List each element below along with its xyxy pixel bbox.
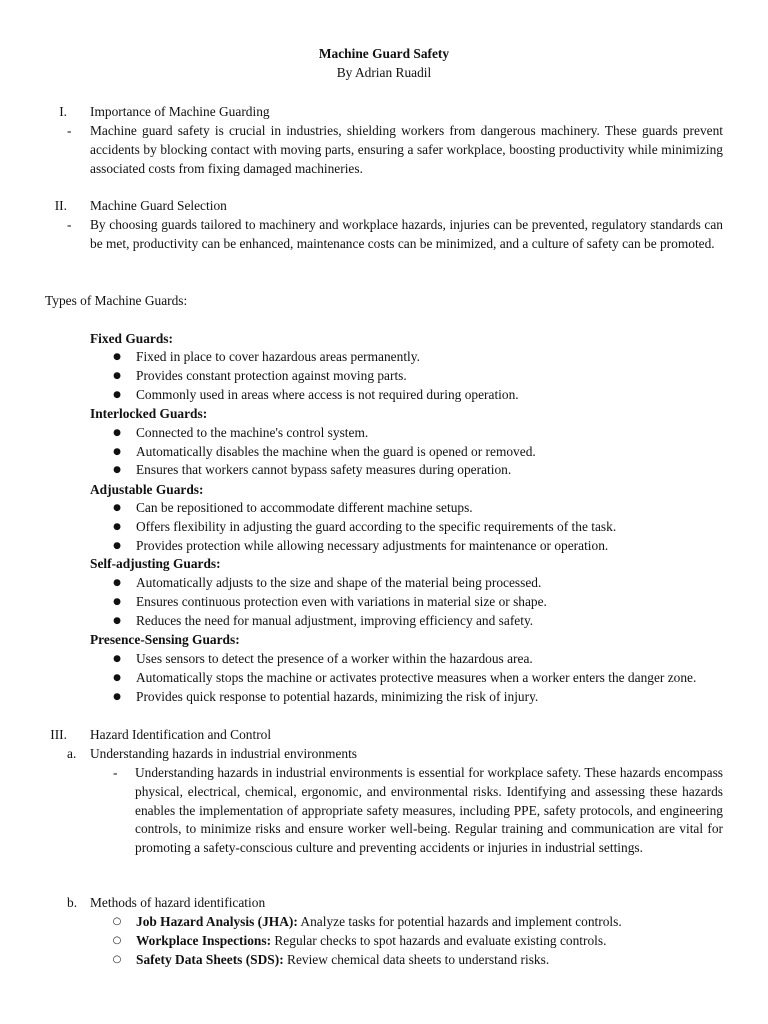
- bullet-icon: ●: [113, 371, 121, 381]
- list-item: [110, 499, 730, 518]
- list-item: [110, 612, 730, 631]
- list-item-text: Connected to the machine's control system.: [136, 425, 369, 440]
- circle-bullet-icon: ○: [112, 916, 122, 927]
- bullet-icon: ●: [113, 352, 121, 362]
- types-heading: Types of Machine Guards:: [45, 293, 188, 308]
- list-item: [110, 932, 730, 951]
- bullet-icon: ●: [113, 654, 121, 664]
- section-2-numeral: II.: [54, 198, 67, 213]
- list-item: [110, 688, 730, 707]
- list-item-text: Automatically disables the machine when the guard is opened or removed.: [136, 444, 536, 459]
- bullet-icon: ●: [113, 447, 121, 457]
- list-item-text: [136, 913, 622, 932]
- list-item: [110, 386, 730, 405]
- list-item-text: Can be repositioned to accommodate different machine setups.: [136, 500, 473, 515]
- list-item-text: Fixed in place to cover hazardous areas permanently.: [136, 349, 420, 364]
- section-2-heading: Machine Guard Selection: [90, 198, 227, 213]
- list-item-text: [136, 932, 606, 951]
- bullet-icon: ●: [113, 597, 121, 607]
- guard-group-title: Interlocked Guards:: [90, 406, 208, 421]
- list-item: [110, 348, 730, 367]
- document-title: Machine Guard Safety: [318, 46, 450, 61]
- section-3-heading: Hazard Identification and Control: [90, 727, 272, 742]
- guard-group-title: Self-adjusting Guards:: [90, 556, 221, 571]
- section-3a-heading: Understanding hazards in industrial environments: [90, 746, 358, 761]
- list-item: [110, 913, 730, 932]
- list-item-text: Provides constant protection against moving parts.: [136, 368, 407, 383]
- list-item: [110, 593, 730, 612]
- section-1-heading: Importance of Machine Guarding: [90, 104, 270, 119]
- list-item-text: Automatically adjusts to the size and shape of the material being processed.: [136, 575, 542, 590]
- list-item-text: Provides protection while allowing necessary adjustments for maintenance or operation.: [136, 538, 609, 553]
- section-2-dash: -: [67, 217, 72, 232]
- method-term: Job Hazard Analysis (JHA):: [136, 914, 298, 929]
- bullet-icon: ●: [113, 465, 121, 475]
- section-3-numeral: III.: [50, 727, 67, 742]
- method-term: Safety Data Sheets (SDS):: [136, 952, 284, 967]
- list-item-text: Reduces the need for manual adjustment, improving efficiency and safety.: [136, 613, 534, 628]
- bullet-icon: ●: [113, 522, 121, 532]
- section-3b-letter: b.: [67, 895, 78, 910]
- bullet-icon: ●: [113, 390, 121, 400]
- list-item: [110, 518, 730, 537]
- guard-group-title: Adjustable Guards:: [90, 482, 204, 497]
- section-3a-dash: -: [113, 765, 118, 780]
- list-item: [110, 650, 730, 669]
- list-item-text: Ensures that workers cannot bypass safety measures during operation.: [136, 462, 512, 477]
- method-description: Regular checks to spot hazards and evaluate existing controls.: [271, 933, 607, 948]
- list-item-text: Uses sensors to detect the presence of a worker within the hazardous area.: [136, 651, 533, 666]
- list-item: [110, 951, 730, 970]
- bullet-icon: ●: [113, 673, 121, 683]
- list-item: [110, 424, 730, 443]
- section-3a-letter: a.: [67, 746, 77, 761]
- bullet-icon: ●: [113, 428, 121, 438]
- guard-group-title: Presence-Sensing Guards:: [90, 632, 240, 647]
- bullet-icon: ●: [113, 578, 121, 588]
- list-item-text: Ensures continuous protection even with variations in material size or shape.: [136, 594, 547, 609]
- method-term: Workplace Inspections:: [136, 933, 272, 948]
- list-item-text: Commonly used in areas where access is not required during operation.: [136, 387, 519, 402]
- list-item: [110, 461, 730, 480]
- list-item: [110, 537, 730, 556]
- method-description: Review chemical data sheets to understand risks.: [283, 952, 550, 967]
- list-item: [110, 669, 730, 688]
- circle-bullet-icon: ○: [112, 954, 122, 965]
- method-description: Analyze tasks for potential hazards and implement controls.: [297, 914, 622, 929]
- bullet-icon: ●: [113, 503, 121, 513]
- list-item: [110, 574, 730, 593]
- section-3b-heading: Methods of hazard identification: [90, 895, 266, 910]
- section-2-paragraph: By choosing guards tailored to machinery and workplace hazards, injuries can be prevented, regulatory standards can be met, productivity can be enhanced, maintenance costs can be minimized, and a culture of safety can be promoted.: [90, 217, 723, 251]
- guard-group-title: Fixed Guards:: [90, 331, 173, 346]
- bullet-icon: ●: [113, 541, 121, 551]
- list-item-text: [136, 951, 549, 970]
- section-1-paragraph: Machine guard safety is crucial in industries, shielding workers from dangerous machinery. These guards prevent accidents by blocking contact with moving parts, ensuring a safer workplace, boosting productivity while minimizing associated costs from fixing damaged machineries.: [90, 123, 723, 176]
- section-3a-paragraph: Understanding hazards in industrial environments is essential for workplace safety. These hazards encompass physical, electrical, chemical, ergonomic, and environmental risks. Identifying and assessing these hazards enables the implementation of appropriate safety measures, including PPE, safety protocols, and engineering controls, to minimize risks and ensure worker well-being. Regular training and communication are vital for promoting a safety-conscious culture and preventing accidents or injuries in industrial settings.: [135, 765, 723, 856]
- bullet-icon: ●: [113, 616, 121, 626]
- list-item: [110, 367, 730, 386]
- bullet-icon: ●: [113, 692, 121, 702]
- section-1-dash: -: [67, 123, 72, 138]
- section-1-numeral: I.: [59, 104, 67, 119]
- list-item-text: Automatically stops the machine or activates protective measures when a worker enters the danger zone.: [136, 670, 697, 685]
- list-item-text: Provides quick response to potential hazards, minimizing the risk of injury.: [136, 689, 539, 704]
- circle-bullet-icon: ○: [112, 935, 122, 946]
- list-item: [110, 443, 730, 462]
- document-author: By Adrian Ruadil: [336, 65, 432, 80]
- list-item-text: Offers flexibility in adjusting the guard according to the specific requirements of the task.: [136, 519, 617, 534]
